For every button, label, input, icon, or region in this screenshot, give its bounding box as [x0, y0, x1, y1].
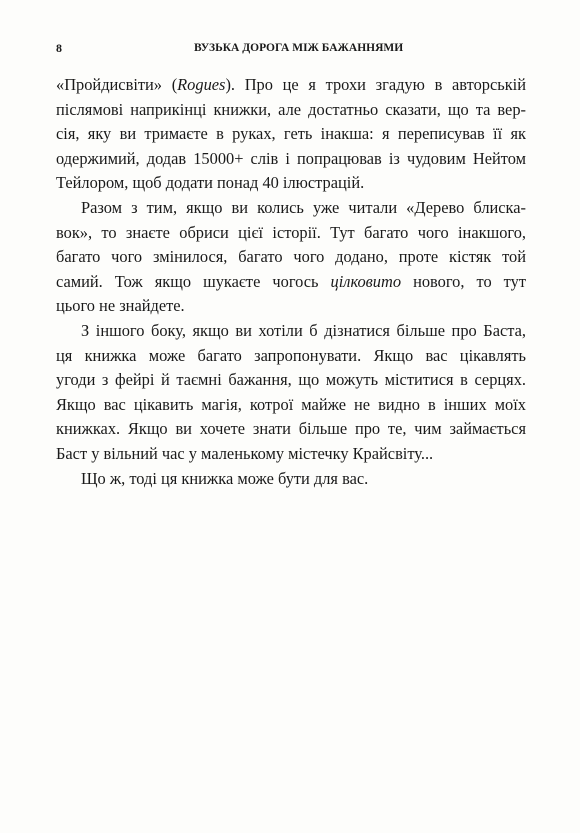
text-line: Тейлором, щоб додати понад 40 ілюстрацій.: [56, 173, 365, 193]
text-line: З іншого боку, якщо ви хотіли б дізнатися більше про Баста,: [81, 320, 526, 340]
text-line: книжках. Якщо ви хочете знати більше про те, чим займається: [56, 419, 526, 439]
text-line: одержимий, додав 15000+ слів і попрацював із чудовим Нейтом: [56, 148, 526, 168]
text-line: Що ж, тоді ця книжка може бути для вас.: [81, 468, 369, 488]
text-line: ця книжка може багато запропонувати. Якщо вас цікавлять: [56, 345, 526, 365]
paragraph-1: [56, 73, 526, 196]
text-line: самий. Тож якщо шукаєте чогось цілковито нового, то тут: [56, 271, 526, 291]
text-line: вок», то знаєте обриси цієї історії. Тут багато чого інакшого,: [56, 222, 526, 242]
text-line: «Пройдисвіти» (Rogues). Про це я трохи згадую в авторській: [56, 75, 526, 94]
paragraph-4: [56, 467, 526, 492]
text-line: Разом з тим, якщо ви колись уже читали «Дерево блиска-: [81, 197, 526, 217]
text-line: Баст у вільний час у маленькому містечку Крайсвіту...: [56, 443, 434, 463]
text-line: післямові наприкінці книжки, але достатньо сказати, що та вер-: [56, 99, 526, 119]
running-head: [56, 41, 526, 55]
text-line: угоди з фейрі й таємні бажання, що можуть міститися в серцях.: [56, 370, 526, 390]
paragraph-3: [56, 319, 526, 467]
text-line: цього не знайдете.: [56, 296, 185, 316]
italic-title: Rogues: [177, 75, 226, 94]
text-line: багато чого змінилося, багато чого додано, проте кістяк той: [56, 247, 526, 267]
text-line: сія, яку ви тримаєте в руках, геть інакша: я переписував її як: [56, 124, 526, 144]
running-title: ВУЗЬКА ДОРОГА МІЖ БАЖАННЯМИ: [194, 42, 404, 54]
italic-word: цілковито: [330, 271, 402, 291]
text-line: Якщо вас цікавить магія, котрої майже не видно в інших моїх: [56, 394, 526, 414]
body-text: [56, 73, 526, 491]
page-number: 8: [56, 41, 62, 55]
paragraph-2: [56, 196, 526, 319]
